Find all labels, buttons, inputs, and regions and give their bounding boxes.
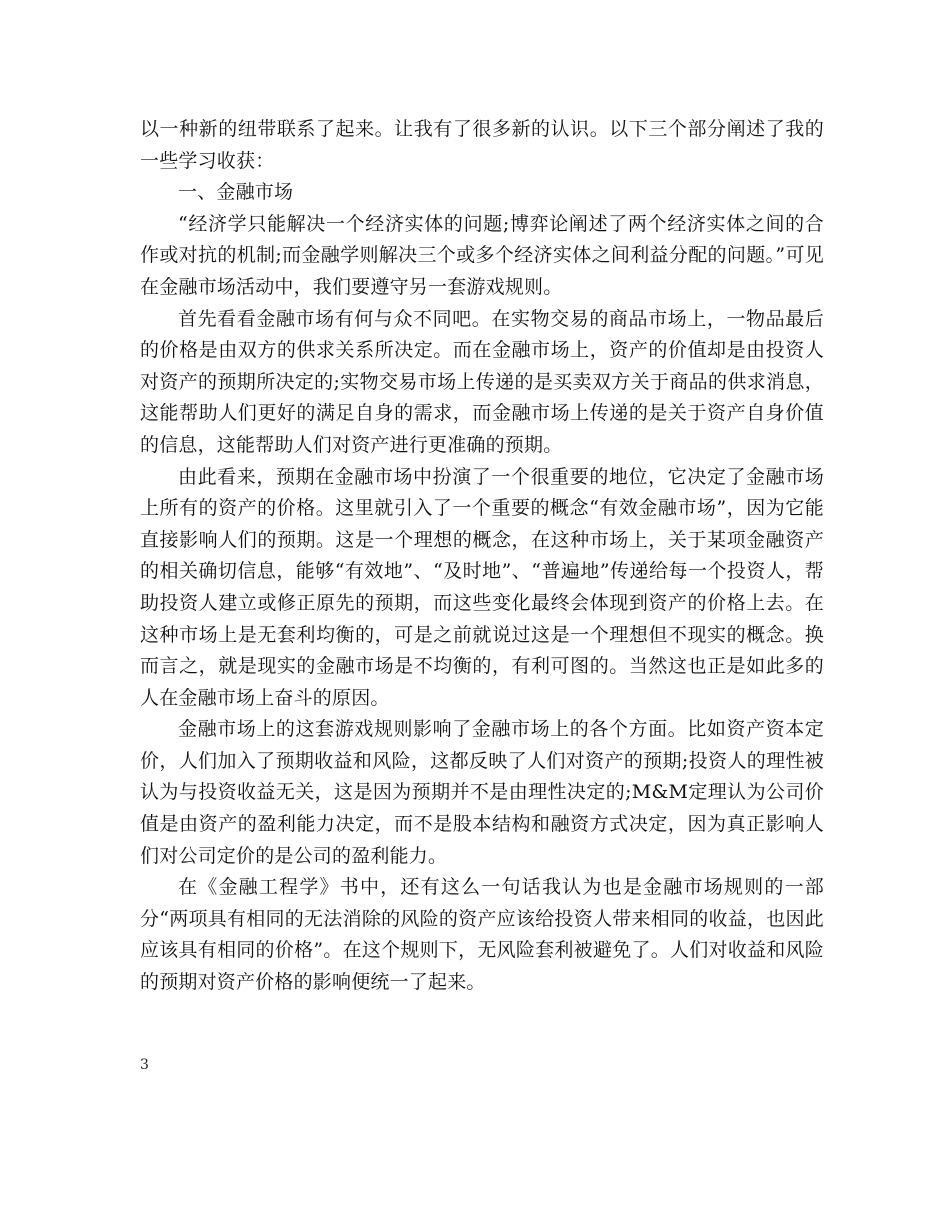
paragraph: 首先看看金融市场有何与众不同吧。在实物交易的商品市场上，一物品最后的价格是由双方的供求关系所决定。而在金融市场上，资产的价值却是由投资人对资产的预期所决定的;实物交易市场上传递的是买卖双方关于商品的供求消息，这能帮助人们更好的满足自身的需求，而金融市场上传递的是关于资产自身价值的信息，这能帮助人们对资产进行更准确的预期。: [140, 307, 824, 456]
paragraph: 由此看来，预期在金融市场中扮演了一个很重要的地位，它决定了金融市场上所有的资产的价格。这里就引入了一个重要的概念“有效金融市场”，因为它能直接影响人们的预期。这是一个理想的概念，在这种市场上，关于某项金融资产的相关确切信息，能够“有效地”、“及时地”、“普遍地”传递给每一个投资人，帮助投资人建立或修正原先的预期，而这些变化最终会体现到资产的价格上去。在这种市场上是无套利均衡的，可是之前就说过这是一个理想但不现实的概念。换而言之，就是现实的金融市场是不均衡的，有利可图的。当然这也正是如此多的人在金融市场上奋斗的原因。: [140, 465, 824, 709]
paragraph: 金融市场上的这套游戏规则影响了金融市场上的各个方面。比如资产资本定价，人们加入了预期收益和风险，这都反映了人们对资产的预期;投资人的理性被认为与投资收益无关，这是因为预期并不是由理性决定的;M&M定理认为公司价值是由资产的盈利能力决定，而不是股本结构和融资方式决定，因为真正影响人们对公司定价的是公司的盈利能力。: [140, 718, 824, 867]
paragraph-continuation: 以一种新的纽带联系了起来。让我有了很多新的认识。以下三个部分阐述了我的一些学习收获：: [140, 118, 824, 172]
paragraph: 在《金融工程学》书中，还有这么一句话我认为也是金融市场规则的一部分“两项具有相同的无法消除的风险的资产应该给投资人带来相同的收益，也因此应该具有相同的价格”。在这个规则下，无风险套利被避免了。人们对收益和风险的预期对资产价格的影响便统一了起来。: [140, 876, 824, 994]
section-heading: 一、金融市场: [178, 181, 294, 204]
document-body: [140, 114, 824, 999]
paragraph-quote: “经济学只能解决一个经济实体的问题;博弈论阐述了两个经济实体之间的合作或对抗的机制;而金融学则解决三个或多个经济实体之间利益分配的问题。”可见在金融市场活动中，我们要遵守另一套游戏规则。: [140, 212, 824, 298]
page-number: 3: [140, 1057, 149, 1073]
